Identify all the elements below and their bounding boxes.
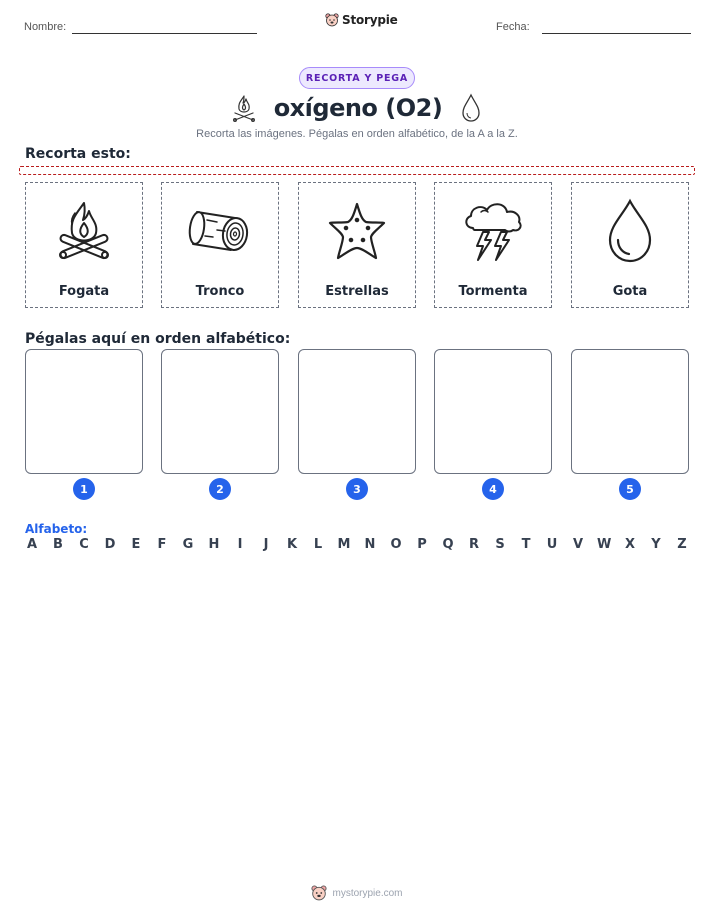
card-label: Fogata: [58, 284, 110, 299]
alphabet-letter: U: [546, 537, 558, 552]
title-row: [0, 90, 714, 126]
log-icon: [187, 206, 253, 256]
paste-slot-5[interactable]: [571, 349, 689, 474]
alphabet-letter: T: [521, 537, 531, 552]
alphabet-letter: F: [157, 537, 167, 552]
alphabet-letter: G: [182, 537, 194, 552]
campfire-icon: [232, 94, 256, 122]
cut-line: [19, 166, 695, 175]
instructions: Recorta las imágenes. Pégalas en orden alfabético, de la A a la Z.: [196, 128, 518, 140]
slot-number-badge: 4: [482, 478, 504, 500]
card-label: Tronco: [195, 284, 245, 299]
card-label: Estrellas: [325, 284, 389, 299]
alphabet-letter: I: [237, 537, 243, 552]
alphabet-letter: M: [337, 537, 351, 552]
slot-number-badge: 2: [209, 478, 231, 500]
alphabet-letter: W: [597, 537, 612, 552]
brand-name: Storypie: [342, 13, 398, 27]
paste-slot-3[interactable]: [298, 349, 416, 474]
alphabet-letter: Y: [651, 537, 661, 552]
card-label: Tormenta: [458, 284, 528, 299]
paste-slot-4[interactable]: [434, 349, 552, 474]
water-drop-icon: [460, 93, 482, 123]
alphabet-letter: O: [390, 537, 402, 552]
paste-heading: Pégalas aquí en orden alfabético:: [25, 331, 291, 347]
paste-slot-1[interactable]: [25, 349, 143, 474]
alphabet-letter: D: [104, 537, 116, 552]
cut-card-estrellas[interactable]: [298, 182, 416, 308]
paste-slot-2[interactable]: [161, 349, 279, 474]
bear-icon: [325, 13, 339, 27]
date-line: [542, 33, 691, 34]
storm-cloud-icon: [461, 198, 525, 264]
alphabet-letter: Q: [442, 537, 454, 552]
campfire-icon: [55, 199, 113, 263]
brand-logo: [325, 13, 398, 27]
activity-badge: RECORTA Y PEGA: [299, 67, 415, 89]
alphabet-letter: L: [313, 537, 323, 552]
page-title: oxígeno (O2): [273, 94, 443, 122]
alphabet-letter: K: [286, 537, 298, 552]
alphabet-letter: Z: [677, 537, 687, 552]
bear-icon: [311, 885, 327, 901]
alphabet-letter: S: [495, 537, 505, 552]
alphabet-heading: Alfabeto:: [25, 522, 88, 536]
alphabet-row: [25, 537, 689, 552]
alphabet-letter: E: [131, 537, 141, 552]
name-label: Nombre:: [24, 21, 67, 33]
alphabet-letter: A: [26, 537, 38, 552]
footer: [0, 885, 714, 901]
slot-number-badge: 5: [619, 478, 641, 500]
alphabet-letter: B: [53, 537, 63, 552]
cut-heading: Recorta esto:: [25, 146, 131, 162]
cut-card-tormenta[interactable]: [434, 182, 552, 308]
alphabet-letter: H: [208, 537, 220, 552]
name-line: [72, 33, 257, 34]
cut-card-fogata[interactable]: [25, 182, 143, 308]
alphabet-letter: P: [417, 537, 427, 552]
water-drop-icon: [604, 198, 656, 264]
alphabet-letter: J: [263, 537, 269, 552]
date-label: Fecha:: [496, 21, 530, 33]
cut-card-gota[interactable]: [571, 182, 689, 308]
cut-card-tronco[interactable]: [161, 182, 279, 308]
card-label: Gota: [612, 284, 648, 299]
alphabet-letter: R: [468, 537, 479, 552]
starfish-icon: [326, 200, 388, 262]
alphabet-letter: V: [572, 537, 584, 552]
slot-number-badge: 1: [73, 478, 95, 500]
slot-number-badge: 3: [346, 478, 368, 500]
alphabet-letter: X: [624, 537, 636, 552]
alphabet-letter: C: [79, 537, 89, 552]
footer-url: mystorypie.com: [332, 887, 403, 899]
alphabet-letter: N: [364, 537, 376, 552]
